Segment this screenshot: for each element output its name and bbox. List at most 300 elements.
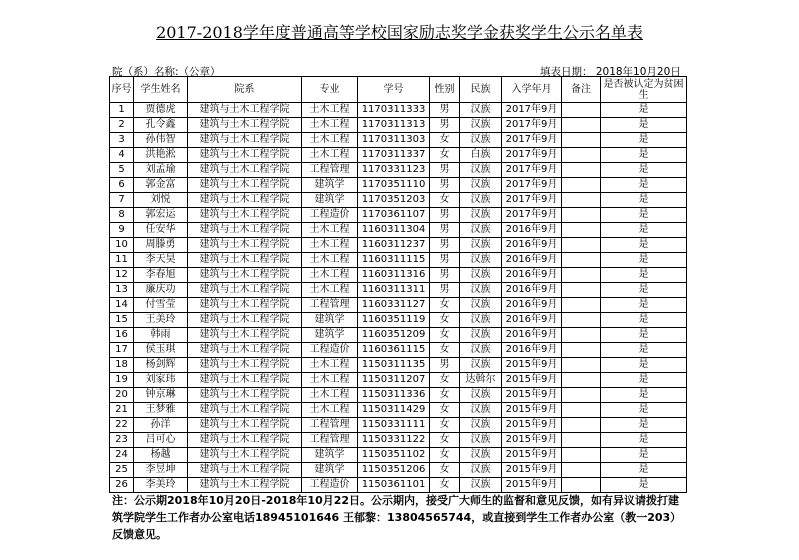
cell-student-id: 1150331122 (358, 433, 430, 448)
table-row (110, 148, 687, 163)
table-row (110, 463, 687, 478)
cell-department: 建筑与土木工程学院 (188, 343, 302, 358)
cell-name: 钟京琳 (134, 388, 188, 403)
table-row (110, 478, 687, 493)
cell-ethnicity: 汉族 (460, 133, 502, 148)
header-remarks: 备注 (562, 77, 601, 103)
cell-remarks (562, 268, 601, 283)
cell-student-id: 1160361115 (358, 343, 430, 358)
table-row (110, 418, 687, 433)
cell-enrollment: 2016年9月 (502, 223, 562, 238)
cell-poverty-status: 是 (601, 478, 687, 493)
cell-poverty-status: 是 (601, 283, 687, 298)
cell-ethnicity: 汉族 (460, 388, 502, 403)
cell-ethnicity: 汉族 (460, 358, 502, 373)
cell-gender: 男 (430, 103, 460, 118)
cell-department: 建筑与土木工程学院 (188, 313, 302, 328)
cell-gender: 女 (430, 373, 460, 388)
cell-gender: 男 (430, 253, 460, 268)
cell-major: 建筑学 (302, 313, 358, 328)
cell-gender: 男 (430, 163, 460, 178)
cell-major: 土木工程 (302, 238, 358, 253)
cell-major: 土木工程 (302, 253, 358, 268)
cell-major: 土木工程 (302, 358, 358, 373)
cell-department: 建筑与土木工程学院 (188, 208, 302, 223)
cell-remarks (562, 238, 601, 253)
header-enrollment: 入学年月 (502, 77, 562, 103)
cell-enrollment: 2015年9月 (502, 418, 562, 433)
cell-name: 郭宏运 (134, 208, 188, 223)
cell-major: 土木工程 (302, 148, 358, 163)
cell-ethnicity: 汉族 (460, 253, 502, 268)
cell-enrollment: 2016年9月 (502, 238, 562, 253)
cell-remarks (562, 463, 601, 478)
cell-major: 建筑学 (302, 463, 358, 478)
cell-enrollment: 2017年9月 (502, 193, 562, 208)
cell-student-id: 1160311316 (358, 268, 430, 283)
header-department: 院系 (188, 77, 302, 103)
cell-enrollment: 2016年9月 (502, 268, 562, 283)
table-row (110, 403, 687, 418)
cell-index: 10 (110, 238, 134, 253)
cell-gender: 男 (430, 238, 460, 253)
cell-student-id: 1170311313 (358, 118, 430, 133)
cell-index: 12 (110, 268, 134, 283)
cell-poverty-status: 是 (601, 448, 687, 463)
cell-remarks (562, 313, 601, 328)
cell-name: 洪艳淞 (134, 148, 188, 163)
cell-enrollment: 2017年9月 (502, 118, 562, 133)
cell-department: 建筑与土木工程学院 (188, 388, 302, 403)
cell-major: 工程管理 (302, 163, 358, 178)
cell-major: 工程造价 (302, 343, 358, 358)
cell-student-id: 1150361101 (358, 478, 430, 493)
cell-index: 22 (110, 418, 134, 433)
cell-department: 建筑与土木工程学院 (188, 298, 302, 313)
cell-student-id: 1170351110 (358, 178, 430, 193)
cell-major: 工程管理 (302, 433, 358, 448)
cell-gender: 女 (430, 463, 460, 478)
cell-student-id: 1160311115 (358, 253, 430, 268)
cell-name: 刘家玮 (134, 373, 188, 388)
cell-index: 4 (110, 148, 134, 163)
cell-student-id: 1170311337 (358, 148, 430, 163)
cell-student-id: 1150311135 (358, 358, 430, 373)
cell-gender: 男 (430, 178, 460, 193)
cell-major: 土木工程 (302, 133, 358, 148)
cell-gender: 男 (430, 223, 460, 238)
cell-student-id: 1150351102 (358, 448, 430, 463)
cell-poverty-status: 是 (601, 328, 687, 343)
cell-gender: 男 (430, 118, 460, 133)
cell-department: 建筑与土木工程学院 (188, 238, 302, 253)
cell-ethnicity: 汉族 (460, 103, 502, 118)
cell-major: 建筑学 (302, 178, 358, 193)
cell-department: 建筑与土木工程学院 (188, 418, 302, 433)
cell-index: 15 (110, 313, 134, 328)
cell-poverty-status: 是 (601, 298, 687, 313)
cell-student-id: 1150351206 (358, 463, 430, 478)
cell-ethnicity: 汉族 (460, 298, 502, 313)
cell-gender: 女 (430, 148, 460, 163)
cell-name: 孙洋 (134, 418, 188, 433)
cell-remarks (562, 388, 601, 403)
cell-remarks (562, 208, 601, 223)
cell-name: 杨剑辉 (134, 358, 188, 373)
cell-ethnicity: 白族 (460, 148, 502, 163)
cell-remarks (562, 103, 601, 118)
cell-index: 23 (110, 433, 134, 448)
cell-ethnicity: 汉族 (460, 448, 502, 463)
cell-department: 建筑与土木工程学院 (188, 403, 302, 418)
cell-index: 14 (110, 298, 134, 313)
cell-name: 付雪莹 (134, 298, 188, 313)
cell-index: 1 (110, 103, 134, 118)
table-row (110, 163, 687, 178)
cell-enrollment: 2017年9月 (502, 103, 562, 118)
cell-ethnicity: 汉族 (460, 283, 502, 298)
cell-major: 工程造价 (302, 478, 358, 493)
cell-remarks (562, 118, 601, 133)
cell-ethnicity: 汉族 (460, 118, 502, 133)
cell-ethnicity: 汉族 (460, 328, 502, 343)
cell-poverty-status: 是 (601, 268, 687, 283)
cell-department: 建筑与土木工程学院 (188, 253, 302, 268)
notice-text: 注：公示期2018年10月20日-2018年10月22日。公示期内，接受广大师生的监督和意见反馈，如有异议请拨打建筑学院学生工作者办公室电话18945101646 王郁黎：13804565744，或直接到学生工作者办公室（教一203）反馈意见。 (112, 494, 682, 541)
cell-remarks (562, 283, 601, 298)
cell-major: 土木工程 (302, 403, 358, 418)
cell-index: 8 (110, 208, 134, 223)
cell-gender: 女 (430, 448, 460, 463)
cell-student-id: 1160311304 (358, 223, 430, 238)
cell-enrollment: 2017年9月 (502, 163, 562, 178)
cell-poverty-status: 是 (601, 253, 687, 268)
cell-major: 工程造价 (302, 208, 358, 223)
table-row (110, 328, 687, 343)
cell-major: 建筑学 (302, 448, 358, 463)
cell-department: 建筑与土木工程学院 (188, 163, 302, 178)
cell-name: 李春旭 (134, 268, 188, 283)
cell-department: 建筑与土木工程学院 (188, 118, 302, 133)
cell-enrollment: 2016年9月 (502, 283, 562, 298)
cell-poverty-status: 是 (601, 463, 687, 478)
cell-department: 建筑与土木工程学院 (188, 478, 302, 493)
cell-student-id: 1150311429 (358, 403, 430, 418)
cell-remarks (562, 253, 601, 268)
cell-student-id: 1170351203 (358, 193, 430, 208)
table-row (110, 298, 687, 313)
cell-remarks (562, 478, 601, 493)
header-poverty-status: 是否被认定为贫困生 (601, 77, 687, 103)
cell-name: 周滕勇 (134, 238, 188, 253)
cell-name: 刘悦 (134, 193, 188, 208)
cell-remarks (562, 403, 601, 418)
cell-department: 建筑与土木工程学院 (188, 433, 302, 448)
cell-enrollment: 2016年9月 (502, 328, 562, 343)
cell-remarks (562, 418, 601, 433)
table-row (110, 268, 687, 283)
table-row (110, 373, 687, 388)
cell-major: 土木工程 (302, 373, 358, 388)
cell-ethnicity: 汉族 (460, 403, 502, 418)
cell-name: 郭金富 (134, 178, 188, 193)
cell-ethnicity: 汉族 (460, 433, 502, 448)
cell-index: 18 (110, 358, 134, 373)
cell-gender: 男 (430, 358, 460, 373)
cell-poverty-status: 是 (601, 388, 687, 403)
table-row (110, 223, 687, 238)
cell-department: 建筑与土木工程学院 (188, 283, 302, 298)
cell-ethnicity: 汉族 (460, 208, 502, 223)
cell-remarks (562, 133, 601, 148)
cell-major: 土木工程 (302, 388, 358, 403)
cell-enrollment: 2015年9月 (502, 448, 562, 463)
cell-student-id: 1160311311 (358, 283, 430, 298)
cell-gender: 女 (430, 418, 460, 433)
cell-remarks (562, 343, 601, 358)
cell-enrollment: 2017年9月 (502, 133, 562, 148)
cell-index: 5 (110, 163, 134, 178)
cell-remarks (562, 328, 601, 343)
cell-ethnicity: 汉族 (460, 478, 502, 493)
cell-enrollment: 2015年9月 (502, 433, 562, 448)
cell-enrollment: 2015年9月 (502, 403, 562, 418)
cell-ethnicity: 汉族 (460, 193, 502, 208)
cell-poverty-status: 是 (601, 148, 687, 163)
cell-major: 土木工程 (302, 268, 358, 283)
cell-index: 6 (110, 178, 134, 193)
cell-poverty-status: 是 (601, 403, 687, 418)
table-body (110, 103, 687, 493)
cell-enrollment: 2016年9月 (502, 253, 562, 268)
cell-remarks (562, 298, 601, 313)
cell-student-id: 1160331127 (358, 298, 430, 313)
table-row (110, 118, 687, 133)
cell-major: 建筑学 (302, 193, 358, 208)
cell-student-id: 1150311336 (358, 388, 430, 403)
table-row (110, 208, 687, 223)
cell-student-id: 1160311237 (358, 238, 430, 253)
cell-name: 刘孟瑜 (134, 163, 188, 178)
cell-ethnicity: 汉族 (460, 163, 502, 178)
recipients-table (109, 76, 687, 493)
cell-student-id: 1170311303 (358, 133, 430, 148)
cell-ethnicity: 汉族 (460, 178, 502, 193)
cell-department: 建筑与土木工程学院 (188, 148, 302, 163)
table-row (110, 343, 687, 358)
cell-name: 李昱坤 (134, 463, 188, 478)
cell-gender: 女 (430, 478, 460, 493)
cell-index: 17 (110, 343, 134, 358)
cell-poverty-status: 是 (601, 223, 687, 238)
cell-index: 16 (110, 328, 134, 343)
cell-enrollment: 2017年9月 (502, 178, 562, 193)
cell-enrollment: 2015年9月 (502, 478, 562, 493)
table-row (110, 238, 687, 253)
table-row (110, 283, 687, 298)
cell-major: 土木工程 (302, 283, 358, 298)
cell-name: 韩雨 (134, 328, 188, 343)
header-major: 专业 (302, 77, 358, 103)
cell-gender: 女 (430, 403, 460, 418)
table-row (110, 103, 687, 118)
cell-poverty-status: 是 (601, 238, 687, 253)
cell-department: 建筑与土木工程学院 (188, 178, 302, 193)
cell-name: 杨越 (134, 448, 188, 463)
cell-gender: 女 (430, 133, 460, 148)
cell-enrollment: 2016年9月 (502, 313, 562, 328)
header-name: 学生姓名 (134, 77, 188, 103)
cell-gender: 女 (430, 328, 460, 343)
cell-index: 2 (110, 118, 134, 133)
cell-poverty-status: 是 (601, 118, 687, 133)
cell-department: 建筑与土木工程学院 (188, 328, 302, 343)
cell-remarks (562, 448, 601, 463)
cell-index: 7 (110, 193, 134, 208)
cell-remarks (562, 358, 601, 373)
cell-poverty-status: 是 (601, 178, 687, 193)
cell-major: 土木工程 (302, 103, 358, 118)
header-student-id: 学号 (358, 77, 430, 103)
cell-name: 廉庆功 (134, 283, 188, 298)
cell-poverty-status: 是 (601, 103, 687, 118)
cell-poverty-status: 是 (601, 133, 687, 148)
cell-name: 贾德虎 (134, 103, 188, 118)
cell-remarks (562, 193, 601, 208)
cell-name: 王美玲 (134, 313, 188, 328)
table-row (110, 178, 687, 193)
cell-gender: 女 (430, 298, 460, 313)
cell-remarks (562, 148, 601, 163)
cell-ethnicity: 汉族 (460, 223, 502, 238)
cell-poverty-status: 是 (601, 358, 687, 373)
cell-ethnicity: 达斡尔 (460, 373, 502, 388)
cell-department: 建筑与土木工程学院 (188, 358, 302, 373)
cell-student-id: 1150311207 (358, 373, 430, 388)
fill-date: 填表日期： 2018年10月20日 (540, 66, 681, 78)
cell-enrollment: 2015年9月 (502, 463, 562, 478)
cell-index: 25 (110, 463, 134, 478)
cell-gender: 女 (430, 313, 460, 328)
cell-remarks (562, 178, 601, 193)
cell-index: 9 (110, 223, 134, 238)
cell-department: 建筑与土木工程学院 (188, 463, 302, 478)
cell-poverty-status: 是 (601, 163, 687, 178)
cell-student-id: 1170361107 (358, 208, 430, 223)
cell-remarks (562, 433, 601, 448)
cell-department: 建筑与土木工程学院 (188, 193, 302, 208)
cell-enrollment: 2017年9月 (502, 208, 562, 223)
cell-gender: 男 (430, 283, 460, 298)
cell-ethnicity: 汉族 (460, 238, 502, 253)
cell-gender: 女 (430, 433, 460, 448)
cell-enrollment: 2016年9月 (502, 298, 562, 313)
table-row (110, 133, 687, 148)
cell-student-id: 1170311333 (358, 103, 430, 118)
cell-poverty-status: 是 (601, 313, 687, 328)
header-index: 序号 (110, 77, 134, 103)
cell-enrollment: 2015年9月 (502, 358, 562, 373)
cell-poverty-status: 是 (601, 373, 687, 388)
cell-major: 土木工程 (302, 223, 358, 238)
cell-name: 李美玲 (134, 478, 188, 493)
cell-index: 24 (110, 448, 134, 463)
cell-student-id: 1170331123 (358, 163, 430, 178)
cell-poverty-status: 是 (601, 418, 687, 433)
cell-name: 吕可心 (134, 433, 188, 448)
cell-major: 工程管理 (302, 418, 358, 433)
cell-index: 26 (110, 478, 134, 493)
cell-gender: 女 (430, 388, 460, 403)
cell-gender: 女 (430, 193, 460, 208)
cell-gender: 女 (430, 343, 460, 358)
cell-remarks (562, 223, 601, 238)
cell-ethnicity: 汉族 (460, 268, 502, 283)
cell-index: 20 (110, 388, 134, 403)
header-gender: 性别 (430, 77, 460, 103)
cell-enrollment: 2017年9月 (502, 148, 562, 163)
table-row (110, 358, 687, 373)
cell-poverty-status: 是 (601, 343, 687, 358)
table-header-row (110, 77, 687, 103)
cell-index: 13 (110, 283, 134, 298)
cell-student-id: 1160351209 (358, 328, 430, 343)
cell-gender: 男 (430, 268, 460, 283)
cell-index: 19 (110, 373, 134, 388)
document-title: 2017-2018学年度普通高等学校国家励志奖学金获奖学生公示名单表 (156, 23, 643, 42)
cell-index: 11 (110, 253, 134, 268)
table-row (110, 193, 687, 208)
cell-department: 建筑与土木工程学院 (188, 268, 302, 283)
table-row (110, 253, 687, 268)
cell-ethnicity: 汉族 (460, 418, 502, 433)
department-label: 院（系）名称:（公章） (112, 66, 221, 78)
cell-ethnicity: 汉族 (460, 313, 502, 328)
cell-index: 3 (110, 133, 134, 148)
cell-enrollment: 2015年9月 (502, 373, 562, 388)
cell-ethnicity: 汉族 (460, 343, 502, 358)
cell-department: 建筑与土木工程学院 (188, 448, 302, 463)
cell-enrollment: 2015年9月 (502, 388, 562, 403)
table-row (110, 433, 687, 448)
cell-poverty-status: 是 (601, 208, 687, 223)
cell-index: 21 (110, 403, 134, 418)
cell-name: 孔令鑫 (134, 118, 188, 133)
cell-student-id: 1150331111 (358, 418, 430, 433)
cell-remarks (562, 373, 601, 388)
cell-name: 李天昊 (134, 253, 188, 268)
cell-major: 土木工程 (302, 118, 358, 133)
header-ethnicity: 民族 (460, 77, 502, 103)
cell-name: 王梦雅 (134, 403, 188, 418)
cell-department: 建筑与土木工程学院 (188, 223, 302, 238)
cell-remarks (562, 163, 601, 178)
cell-major: 建筑学 (302, 328, 358, 343)
cell-name: 孙伟智 (134, 133, 188, 148)
table-row (110, 388, 687, 403)
cell-department: 建筑与土木工程学院 (188, 103, 302, 118)
cell-name: 任安华 (134, 223, 188, 238)
cell-poverty-status: 是 (601, 433, 687, 448)
cell-name: 侯玉琪 (134, 343, 188, 358)
cell-major: 工程管理 (302, 298, 358, 313)
table-row (110, 313, 687, 328)
cell-ethnicity: 汉族 (460, 463, 502, 478)
cell-department: 建筑与土木工程学院 (188, 373, 302, 388)
cell-student-id: 1160351119 (358, 313, 430, 328)
cell-enrollment: 2016年9月 (502, 343, 562, 358)
cell-department: 建筑与土木工程学院 (188, 133, 302, 148)
